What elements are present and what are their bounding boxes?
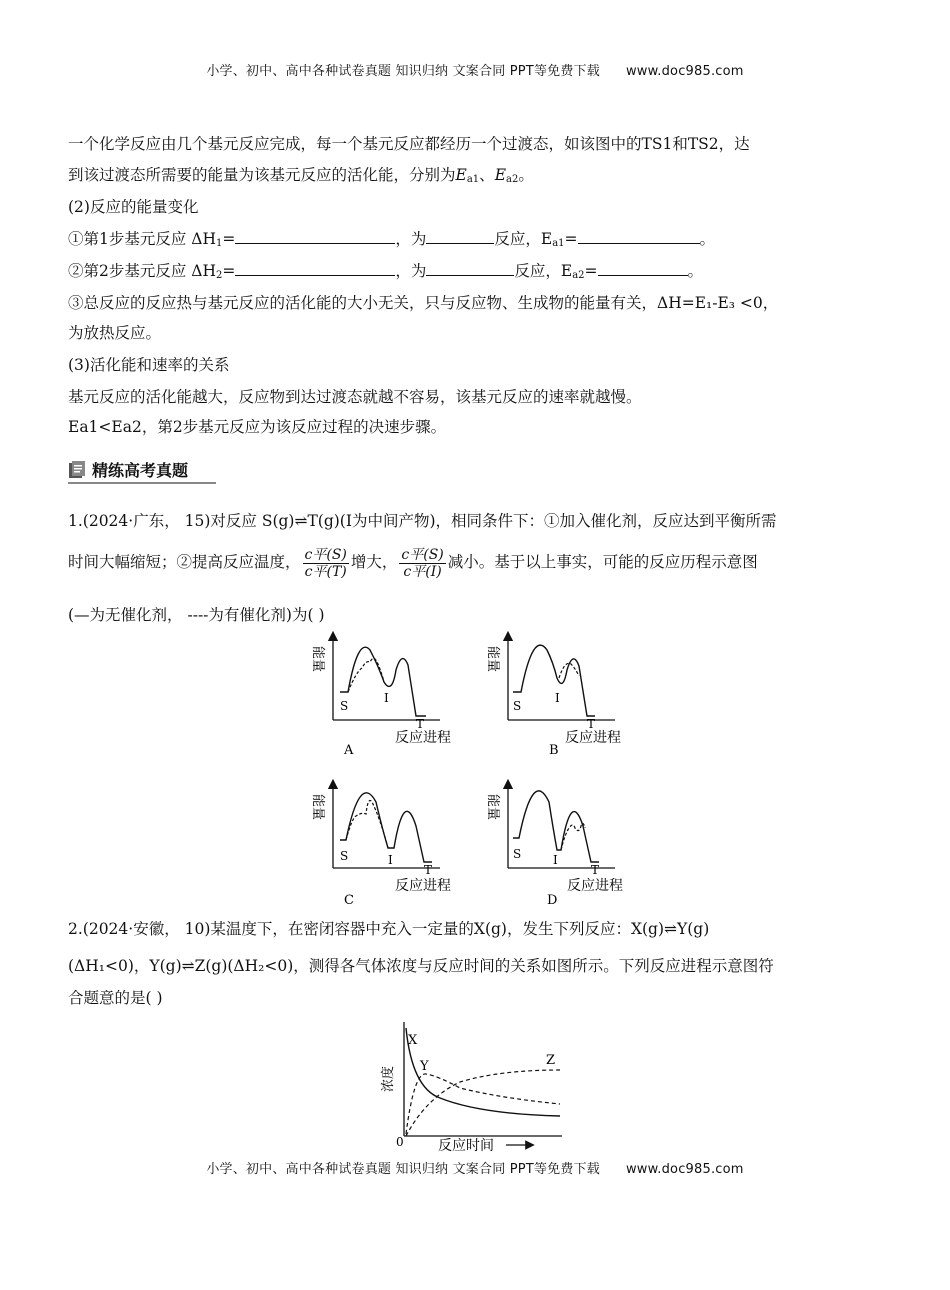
svg-text:S: S bbox=[513, 699, 522, 713]
svg-text:B: B bbox=[549, 743, 559, 758]
fraction-s-over-i: $\frac{\text{c平(S)}}{\text{c平(I)}}$ bbox=[401, 546, 444, 580]
energy-change-title: (2)反应的能量变化 bbox=[68, 198, 199, 216]
q1-line-3: (—为无催化剂， ----为有催化剂)为( ) bbox=[68, 606, 325, 624]
footer-url[interactable]: www.doc985.com bbox=[625, 1162, 744, 1177]
fraction-s-over-t: $\frac{\text{c平(S)}}{\text{c平(T)}}$ bbox=[304, 546, 347, 580]
svg-text:T: T bbox=[591, 863, 600, 877]
rate-relation-line-1: 基元反应的活化能越大，反应物到达过渡态就越不容易，该基元反应的速率就越慢。 bbox=[68, 388, 642, 406]
diagram-a bbox=[310, 636, 451, 758]
energy-item-3-line-2: 为放热反应。 bbox=[68, 324, 162, 342]
curve-z bbox=[406, 1070, 560, 1136]
diagram-d bbox=[485, 784, 623, 908]
svg-text:反应进程: 反应进程 bbox=[565, 730, 621, 746]
svg-text:能量: 能量 bbox=[485, 794, 500, 821]
svg-text:反应进程: 反应进程 bbox=[567, 878, 623, 894]
svg-text:C: C bbox=[344, 893, 354, 908]
q2-line-3: 合题意的是( ) bbox=[68, 989, 163, 1007]
svg-text:Y: Y bbox=[420, 1059, 429, 1074]
energy-item-1: ①第1步基元反应 $\Delta H_1=$ ，为 反应，$E_{a1}=$ 。 bbox=[68, 230, 716, 249]
energy-item-3-line-1: ③总反应的反应热与基元反应的活化能的大小无关，只与反应物、生成物的能量有关，ΔH=E₁-E₃ <0， bbox=[68, 294, 779, 312]
svg-text:S: S bbox=[340, 699, 349, 713]
curve-y bbox=[406, 1074, 560, 1134]
q2-line-1: 2.(2024·安徽， 10)某温度下，在密闭容器中充入一定量的X(g)，发生下列反应：X(g)⇌Y(g) bbox=[68, 920, 710, 938]
section-heading bbox=[68, 458, 216, 484]
diagram-c bbox=[310, 784, 451, 908]
rate-relation-line-2: Ea1<Ea2，第2步基元反应为该反应过程的决速步骤。 bbox=[68, 418, 447, 436]
curve-x bbox=[406, 1028, 560, 1116]
svg-text:能量: 能量 bbox=[310, 794, 325, 821]
svg-text:I: I bbox=[388, 853, 393, 867]
header-url[interactable]: www.doc985.com bbox=[625, 64, 744, 79]
svg-text:X: X bbox=[408, 1033, 418, 1048]
curve-catalyzed bbox=[348, 658, 384, 692]
q2-concentration-graph bbox=[380, 1018, 580, 1154]
q1-diagrams bbox=[300, 630, 640, 908]
svg-text:Z: Z bbox=[546, 1053, 556, 1068]
axis-y-label: 能量 bbox=[310, 646, 325, 673]
svg-text:0: 0 bbox=[396, 1135, 404, 1149]
rate-relation-title: (3)活化能和速率的关系 bbox=[68, 356, 230, 374]
q2-line-2: (ΔH₁<0)，Y(g)⇌Z(g)(ΔH₂<0)，测得各气体浓度与反应时间的关系如图所示。下列反应进程示意图符 bbox=[68, 957, 774, 975]
svg-text:浓度: 浓度 bbox=[381, 1065, 396, 1092]
page-header bbox=[0, 60, 950, 79]
svg-text:反应进程: 反应进程 bbox=[395, 730, 451, 746]
footer-text: 小学、初中、高中各种试卷真题 知识归纳 文案合同 PPT等免费下载 bbox=[206, 1162, 600, 1177]
q1-line-1: 1.(2024·广东， 15)对反应 S(g)⇌T(g)(I为中间产物)，相同条件下：①加入催化剂，反应达到平衡所需 bbox=[68, 512, 777, 530]
energy-item-2: ②第2步基元反应 $\Delta H_2=$ ，为 反应，$E_{a2}=$ 。 bbox=[68, 262, 704, 281]
intro-line-1: 一个化学反应由几个基元反应完成，每一个基元反应都经历一个过渡态，如该图中的TS1和TS2，达 bbox=[68, 135, 750, 153]
svg-text:S: S bbox=[340, 849, 349, 863]
svg-text:D: D bbox=[547, 893, 558, 908]
svg-text:能量: 能量 bbox=[485, 646, 500, 673]
svg-text:T: T bbox=[424, 863, 433, 877]
svg-text:I: I bbox=[555, 691, 560, 705]
intro-line-2: 到该过渡态所需要的能量为该基元反应的活化能，分别为$E_{a1}$、$E_{a2}$。 bbox=[68, 166, 534, 185]
header-text: 小学、初中、高中各种试卷真题 知识归纳 文案合同 PPT等免费下载 bbox=[206, 64, 600, 79]
document-icon bbox=[68, 461, 86, 479]
svg-text:I: I bbox=[384, 691, 389, 705]
diagram-b bbox=[485, 636, 621, 758]
svg-text:反应时间: 反应时间 bbox=[438, 1138, 494, 1154]
svg-text:S: S bbox=[513, 847, 522, 861]
svg-text:T: T bbox=[416, 717, 425, 731]
q1-line-2: 时间大幅缩短；②提高反应温度， $\frac{\text{c平(S)}}{\text{c平(T)}}$ 增大， $\frac{\text{c平(S)}}{\text{c平(I)}}$ 减小。基于以上事实，可能的反应历程示意图 bbox=[68, 546, 758, 580]
section-title: 精练高考真题 bbox=[92, 461, 189, 480]
svg-text:反应进程: 反应进程 bbox=[395, 878, 451, 894]
svg-text:T: T bbox=[587, 717, 596, 731]
page-footer bbox=[0, 1158, 950, 1177]
svg-text:I: I bbox=[553, 853, 558, 867]
svg-text:A: A bbox=[344, 743, 354, 758]
